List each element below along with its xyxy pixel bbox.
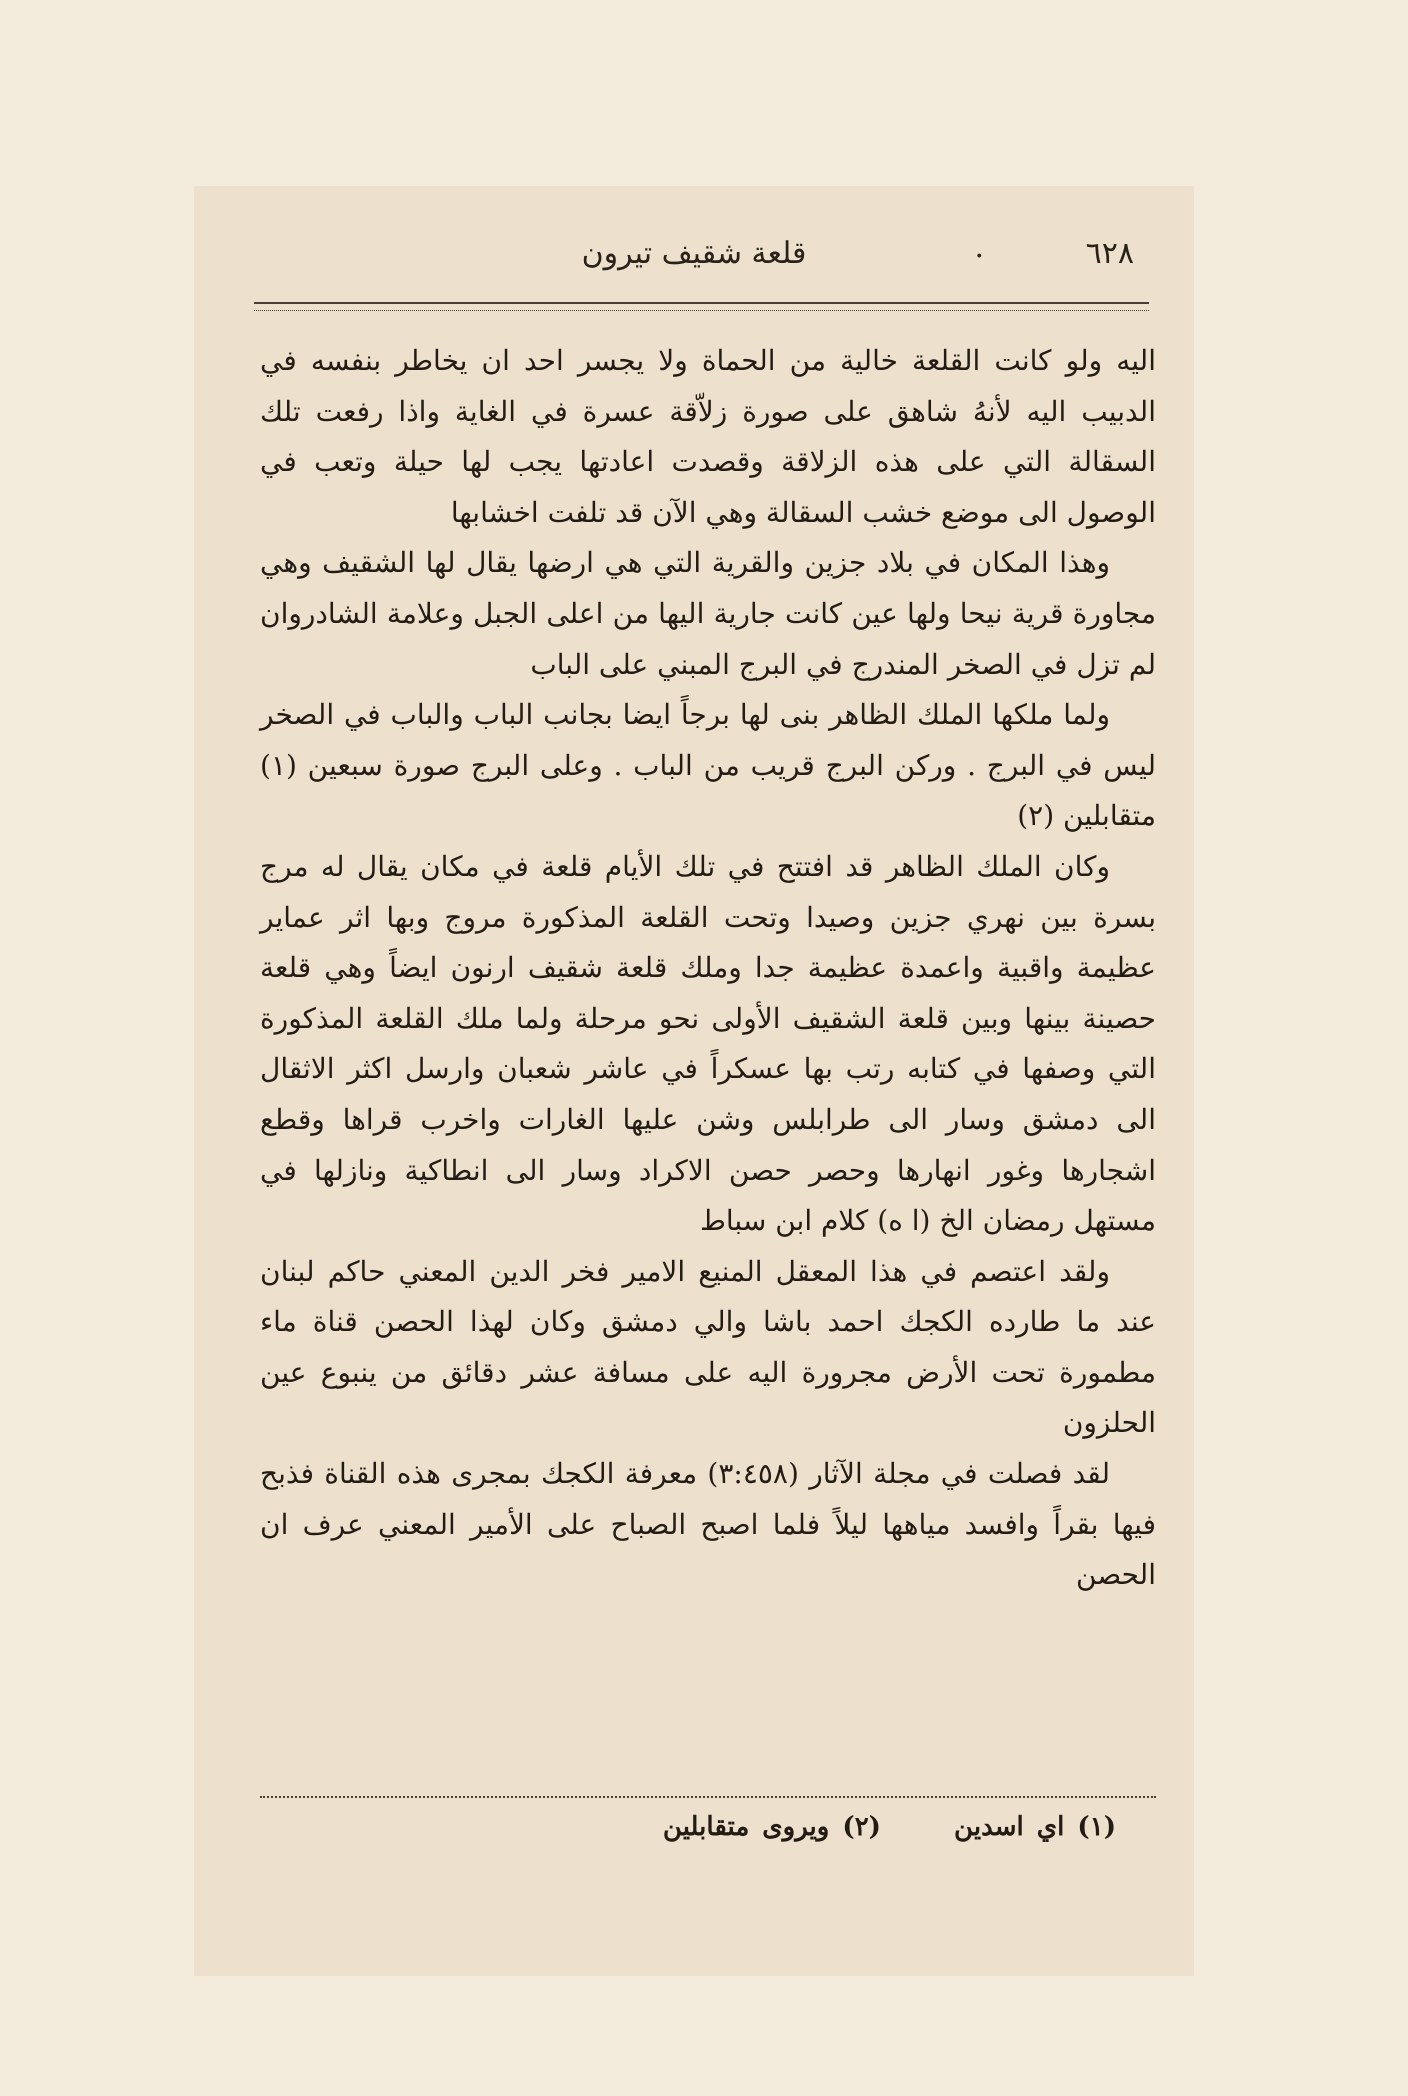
footnotes: [260, 1812, 1156, 1842]
footnote-rule: [260, 1796, 1156, 1798]
header-separator-dot: .: [974, 230, 984, 265]
paragraph-2: وهذا المكان في بلاد جزين والقرية التي هي ارضها يقال لها الشقيف وهي مجاورة قرية نيحا ولها عين كانت جارية اليها من اعلى الجبل وعلامة الشادروان لم تزل في الصخر المندرج في البرج المبني على الباب: [260, 546, 1156, 681]
footnote-1: (١) اي اسدين: [954, 1812, 1116, 1842]
paragraph-4: وكان الملك الظاهر قد افتتح في تلك الأيام قلعة في مكان يقال له مرج بسرة بين نهري جزين وصيدا وتحت القلعة المذكورة مروج وبها اثر عماير عظيمة واقبية واعمدة عظيمة جدا وملك قلعة شقيف ارنون ايضاً وهي قلعة حصينة بينها وبين قلعة الشقيف الأولى نحو مرحلة ولما ملك القلعة المذكورة التي وصفها في كتابه رتب بها عسكراً في عاشر شعبان وارسل اكثر الاثقال الى دمشق وسار الى طرابلس وشن عليها الغارات واخرب قراها وقطع اشجارها وغور انهارها وحصر حصن الاكراد وسار الى انطاكية ونازلها في مستهل رمضان الخ (ا ه) كلام ابن سباط: [260, 849, 1156, 1238]
footnote-2: (٢) ويروى متقابلين: [662, 1812, 881, 1842]
running-title: قلعة شقيف تيرون: [581, 236, 807, 271]
book-page: [194, 186, 1194, 1976]
paragraph-3: ولما ملكها الملك الظاهر بنى لها برجاً ايضا بجانب الباب والباب في الصخر ليس في البرج . وركن البرج قريب من الباب . وعلى البرج صورة سبعين (١) متقابلين (٢): [260, 698, 1156, 833]
header-rule: [254, 302, 1149, 311]
paragraph-5: ولقد اعتصم في هذا المعقل المنيع الامير فخر الدين المعني حاكم لبنان عند ما طارده الكجك احمد باشا والي دمشق وكان لهذا الحصن قناة ماء مطمورة تحت الأرض مجرورة اليه على مسافة عشر دقائق من ينبوع عين الحلزون: [260, 1254, 1156, 1440]
body-text: [260, 336, 1156, 1601]
page-header: [254, 230, 1134, 276]
page-number: ٦٢٨: [1085, 236, 1134, 271]
paragraph-6: لقد فصلت في مجلة الآثار (٣:٤٥٨) معرفة الكجك بمجرى هذه القناة فذبح فيها بقراً وافسد مياهها ليلاً فلما اصبح الصباح على الأمير المعني عرف ان الحصن: [260, 1457, 1156, 1592]
paragraph-1: اليه ولو كانت القلعة خالية من الحماة ولا يجسر احد ان يخاطر بنفسه في الدبيب اليه لأنهُ شاهق على صورة زلاّقة عسرة في الغاية واذا رفعت تلك السقالة التي على هذه الزلاقة وقصدت اعادتها يجب لها حيلة وتعب في الوصول الى موضع خشب السقالة وهي الآن قد تلفت اخشابها: [260, 344, 1156, 529]
